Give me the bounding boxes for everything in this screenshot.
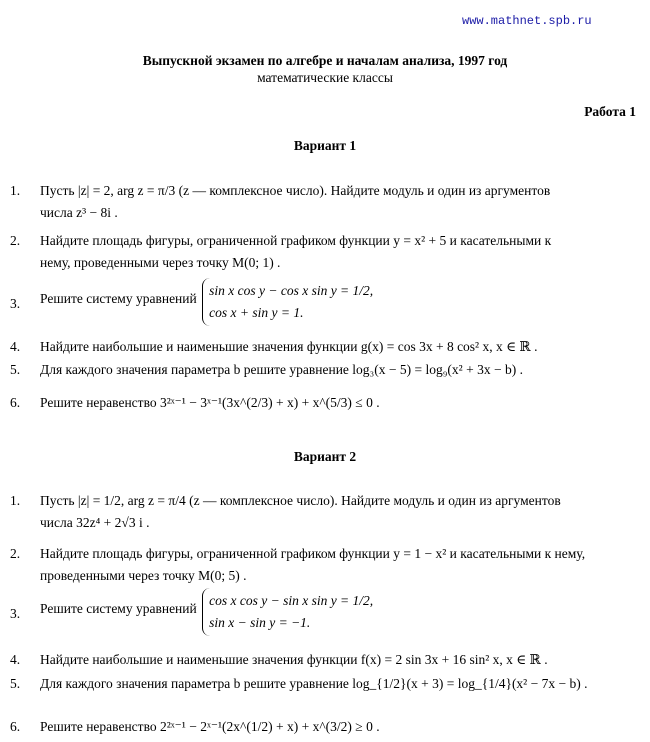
v1-problem-1 xyxy=(10,180,638,224)
problem-number: 6. xyxy=(10,719,21,734)
problem-number: 5. xyxy=(10,676,21,691)
variant-1-title: Вариант 1 xyxy=(293,138,357,153)
problem-number: 4. xyxy=(10,652,21,667)
problem-line-1: Для каждого значения параметра b решите уравнение log₃(x − 5) = log₉(x² + 3x − b) . xyxy=(40,362,523,377)
problem-number: 6. xyxy=(10,395,21,410)
problem-line-1: Найдите наибольшие и наименьшие значения функции g(x) = cos 3x + 8 cos² x, x ∈ ℝ . xyxy=(40,339,538,354)
problem-line-1: Найдите наибольшие и наименьшие значения функции f(x) = 2 sin 3x + 16 sin² x, x ∈ ℝ . xyxy=(40,652,548,667)
problem-number: 5. xyxy=(10,362,21,377)
equation-system xyxy=(202,588,373,636)
problem-line-1: Для каждого значения параметра b решите уравнение log_{1/2}(x + 3) = log_{1/4}(x² − 7x − b) . xyxy=(40,676,588,691)
problem-line-1: Решите неравенство 2²ˣ⁻¹ − 2ˣ⁻¹(2x^(1/2) + x) + x^(3/2) ≥ 0 . xyxy=(40,719,380,734)
work-label: Работа 1 xyxy=(584,104,636,119)
v1-problem-3 xyxy=(10,278,638,334)
equation-2: sin x − sin y = −1. xyxy=(209,615,311,630)
problem-number: 2. xyxy=(10,546,21,561)
problem-lead: Решите систему уравнений xyxy=(40,291,197,307)
equation-1: sin x cos y − cos x sin y = 1/2, xyxy=(209,283,374,298)
problem-line-1: Пусть |z| = 2, arg z = π/3 (z — комплексное число). Найдите модуль и один из аргументов xyxy=(40,183,551,198)
problem-number: 3. xyxy=(10,296,21,311)
v2-problem-1 xyxy=(10,490,638,534)
problem-number: 1. xyxy=(10,183,21,198)
problem-lead: Решите систему уравнений xyxy=(40,601,197,617)
equation-1: cos x cos y − sin x sin y = 1/2, xyxy=(209,593,374,608)
problem-line-2: нему, проведенными через точку M(0; 1) . xyxy=(40,255,281,270)
problem-line-1: Решите неравенство 3²ˣ⁻¹ − 3ˣ⁻¹(3x^(2/3) + x) + x^(5/3) ≤ 0 . xyxy=(40,395,380,410)
problem-number: 3. xyxy=(10,606,21,621)
problem-number: 1. xyxy=(10,493,21,508)
problem-number: 2. xyxy=(10,233,21,248)
variant-2-title: Вариант 2 xyxy=(293,449,357,464)
problem-line-2: числа z³ − 8i . xyxy=(40,205,118,220)
exam-title: Выпускной экзамен по алгебре и началам анализа, 1997 год xyxy=(142,53,508,68)
problem-line-1: Пусть |z| = 1/2, arg z = π/4 (z — комплексное число). Найдите модуль и один из аргументов xyxy=(40,493,561,508)
equation-system xyxy=(202,278,373,326)
v2-problem-2 xyxy=(10,543,638,587)
site-url[interactable]: www.mathnet.spb.ru xyxy=(462,14,592,28)
problem-line-1: Найдите площадь фигуры, ограниченной графиком функции y = 1 − x² и касательными к нему, xyxy=(40,546,586,561)
problem-number: 4. xyxy=(10,339,21,354)
problem-line-2: числа 32z⁴ + 2√3 i . xyxy=(40,515,150,530)
exam-subtitle: математические классы xyxy=(257,70,393,85)
equation-2: cos x + sin y = 1. xyxy=(209,305,304,320)
problem-line-1: Найдите площадь фигуры, ограниченной графиком функции y = x² + 5 и касательными к xyxy=(40,233,552,248)
v1-problem-2 xyxy=(10,230,638,274)
problem-line-2: проведенными через точку M(0; 5) . xyxy=(40,568,247,583)
v2-problem-3 xyxy=(10,588,638,644)
